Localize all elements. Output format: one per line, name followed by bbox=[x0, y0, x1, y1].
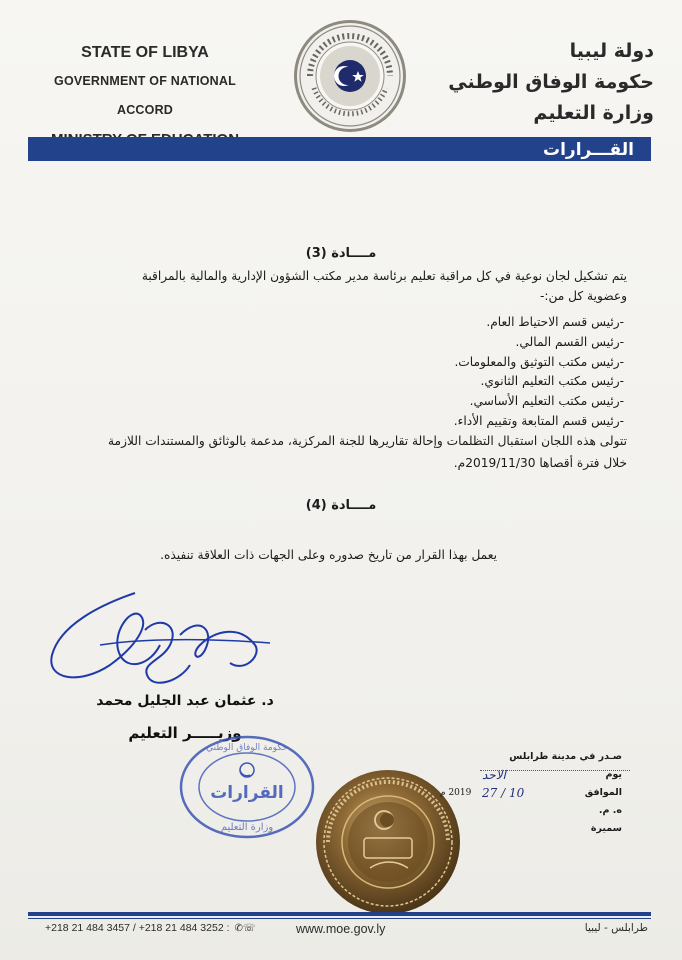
header-government: GOVERNMENT OF NATIONAL ACCORD bbox=[54, 74, 236, 117]
day-label: يوم bbox=[605, 769, 622, 780]
issue-dotted-rule bbox=[480, 770, 630, 771]
ministry-decisions-stamp bbox=[176, 732, 318, 842]
day-value: الاحد bbox=[482, 768, 506, 782]
article-3-title: مــــادة (3) bbox=[305, 246, 377, 261]
list-item: -رئيس مكتب التعليم الثانوي. bbox=[480, 374, 624, 389]
article-4-text: يعمل بهذا القرار من تاريخ صدوره وعلى الجهات ذات العلاقة تنفيذه. bbox=[160, 548, 497, 562]
article-3-duty-line-1: تتولى هذه اللجان استقبال التظلمات وإحالة تقاريرها للجنة المركزية، مدعمة بالوثائق والمستندات اللازمة bbox=[108, 434, 627, 448]
issued-label: صـدر في مدينة طرابلس bbox=[509, 751, 622, 762]
article-4-title: مــــادة (4) bbox=[305, 498, 377, 513]
stamp-bottom-text: وزارة التعليم bbox=[220, 822, 274, 833]
stamp-top-text: حكومة الوفاق الوطني bbox=[206, 743, 288, 753]
issued-in-row bbox=[442, 748, 622, 766]
handwritten-signature bbox=[40, 585, 280, 700]
hijri-unit: ه. م. bbox=[598, 805, 622, 816]
list-item: -رئيس قسم الاحتياط العام. bbox=[486, 315, 624, 329]
footer-website: www.moe.gov.ly bbox=[296, 922, 386, 936]
footer-phone bbox=[45, 922, 257, 934]
footer-rule-thin bbox=[28, 918, 651, 919]
list-item: -رئيس مكتب التعليم الأساسي. bbox=[469, 394, 624, 409]
header-arabic bbox=[424, 36, 654, 129]
header-ar-ministry: وزارة التعليم bbox=[533, 102, 654, 124]
header-ar-state: دولة ليبيا bbox=[569, 40, 654, 62]
phone-fax-icon: ✆☏ bbox=[234, 923, 256, 934]
list-item: -رئيس مكتب التوثيق والمعلومات. bbox=[454, 354, 624, 369]
committee-members-list bbox=[454, 313, 624, 432]
stamp-center-text: القرارات bbox=[210, 783, 284, 803]
list-item: -رئيس قسم المتابعة وتقييم الأداء. bbox=[453, 413, 624, 428]
footer-rule-thick bbox=[28, 912, 651, 916]
header-ar-government: حكومة الوفاق الوطني bbox=[448, 71, 654, 93]
correspondent-label: سميرة bbox=[590, 823, 622, 834]
list-item: -رئيس القسم المالي. bbox=[515, 334, 624, 349]
article-3-intro bbox=[57, 266, 627, 306]
date-label: الموافق bbox=[584, 787, 622, 798]
correspondent-row bbox=[442, 820, 622, 838]
hijri-row bbox=[442, 802, 622, 820]
article-3-intro-line-2: وعضوية كل من:- bbox=[539, 289, 627, 303]
article-3-duty-line-2: خلال فترة أقصاها 2019/11/30م. bbox=[453, 456, 627, 470]
header-state: STATE OF LIBYA bbox=[81, 44, 209, 61]
issue-details bbox=[442, 748, 622, 838]
day-row bbox=[442, 766, 622, 784]
signatory-title: وزيـــــر التعليم bbox=[128, 724, 242, 742]
date-row bbox=[442, 784, 622, 802]
footer-city: طرابلس - ليبيا bbox=[584, 922, 648, 934]
year-printed: 2019 م bbox=[440, 788, 472, 798]
date-value: 10 / 27 bbox=[482, 786, 525, 800]
state-emblem-icon bbox=[292, 18, 408, 134]
article-3-intro-line-1: يتم تشكيل لجان نوعية في كل مراقبة تعليم برئاسة مدير مكتب الشؤون الإدارية والمالية بالمراقبة bbox=[141, 269, 627, 283]
signatory-name: د. عثمان عبد الجليل محمد bbox=[96, 693, 274, 709]
banner-label: القـــرارات bbox=[543, 140, 634, 160]
article-3-duty bbox=[57, 430, 627, 474]
footer-phone-numbers: +218 21 484 3457 / +218 21 484 3252 : bbox=[45, 922, 230, 934]
